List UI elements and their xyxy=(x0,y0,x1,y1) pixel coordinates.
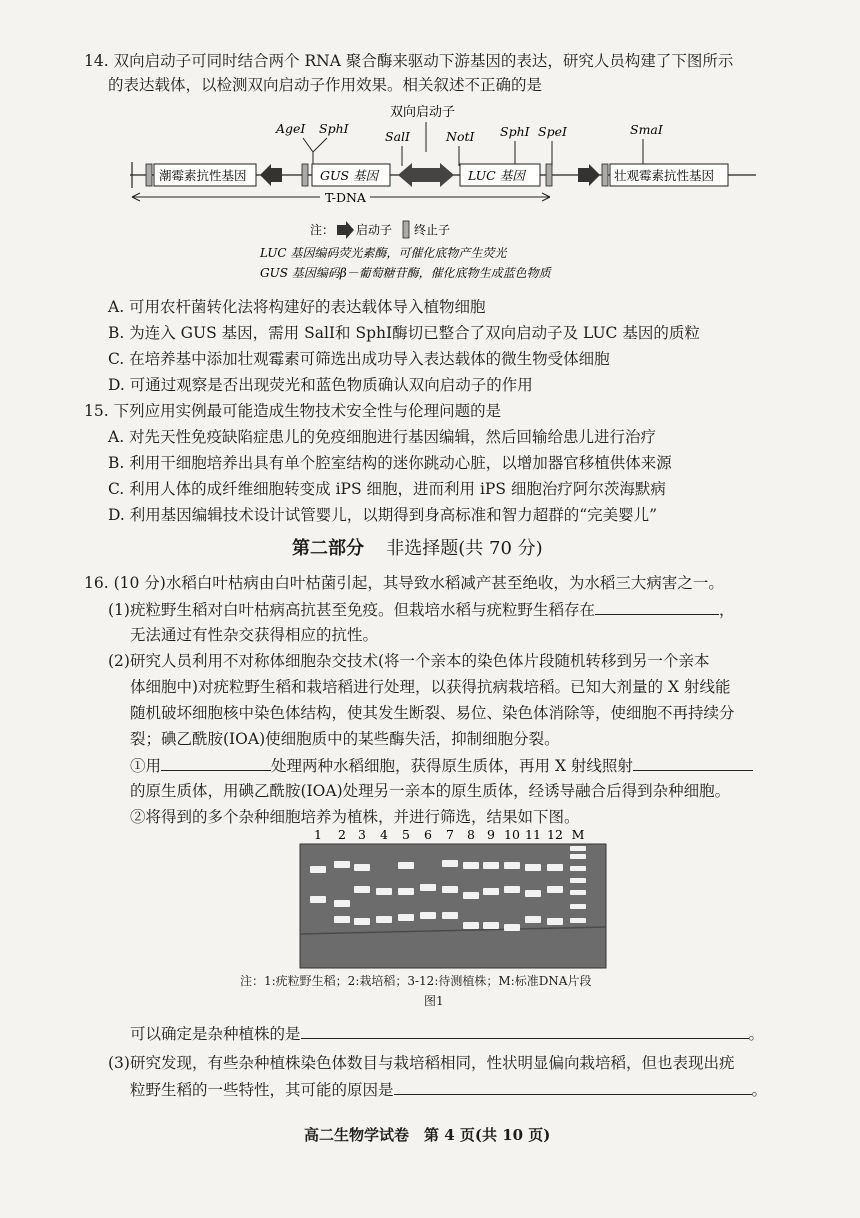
gel-band xyxy=(354,918,370,925)
gel-band xyxy=(570,918,586,923)
q16-part2-line1: (2)研究人员利用不对称体细胞杂交技术(将一个亲本的染色体片段随机转移到另一个亲本 xyxy=(108,652,710,670)
gel-band xyxy=(504,862,520,869)
q16-part3-line1: (3)研究发现，有些杂种植株染色体数目与栽培稻相同，性状明显偏向栽培稻，但也表现出疣 xyxy=(108,1054,735,1072)
gel-lane-label: 7 xyxy=(446,827,454,842)
gel-caption: 图1 xyxy=(424,994,444,1008)
gel-band xyxy=(570,904,586,909)
q16-stem: 16. (10 分)水稻白叶枯病由白叶枯菌引起，其导致水稻减产甚至绝收，为水稻三大病害之一。 xyxy=(84,574,724,592)
gel-lane-label: 9 xyxy=(487,827,495,842)
gel-lane-labels xyxy=(314,827,585,842)
q16-part1-text: (1)疣粒野生稻对白叶枯病高抗甚至免疫。但栽培水稻与疣粒野生稻存在 xyxy=(108,601,595,619)
gel-band xyxy=(442,912,458,919)
gel-band xyxy=(463,922,479,929)
q15-option-b: B. 利用干细胞培养出具有单个腔室结构的迷你跳动心脏，以增加器官移植供体来源 xyxy=(108,454,672,472)
q16-part3-b: 粒野生稻的一些特性，其可能的原因是 xyxy=(130,1081,394,1099)
gel-band xyxy=(570,878,586,883)
legend-terminator-icon xyxy=(403,221,409,238)
q14-option-a: A. 可用农杆菌转化法将构建好的表达载体导入植物细胞 xyxy=(108,298,486,316)
box-spectinomycin-label: 壮观霉素抗性基因 xyxy=(614,168,715,183)
gel-electrophoresis-figure xyxy=(296,826,616,972)
end-mark-2: 。 xyxy=(751,1081,768,1099)
gel-band xyxy=(310,866,326,873)
q15-option-a: A. 对先天性免疫缺陷症患儿的免疫细胞进行基因编辑，然后回输给患儿进行治疗 xyxy=(108,428,657,446)
gel-band xyxy=(504,924,520,931)
label-sph-left: SphⅠ xyxy=(319,121,349,136)
promoter-arrow-icon xyxy=(260,164,282,186)
gel-lane-label: 11 xyxy=(525,827,541,842)
gel-band xyxy=(354,886,370,893)
q14-option-b: B. 为连入 GUS 基因，需用 SalⅠ和 SphⅠ酶切已整合了双向启动子及 LUC 基因的质粒 xyxy=(108,324,700,342)
terminator-icon xyxy=(602,164,608,186)
answer-blank-4[interactable] xyxy=(301,1022,749,1039)
answer-blank-1[interactable] xyxy=(595,598,719,615)
label-age: AgeⅠ xyxy=(276,121,306,136)
note-luc: LUC 基因编码荧光素酶，可催化底物产生荧光 xyxy=(260,246,507,260)
gel-lane-label: 5 xyxy=(402,827,410,842)
gel-band xyxy=(547,886,563,893)
answer-blank-5[interactable] xyxy=(394,1078,752,1095)
note-gus: GUS 基因编码β－葡萄糖苷酶，催化底物生成蓝色物质 xyxy=(260,266,551,280)
gel-band xyxy=(334,861,350,868)
q16-part2-e1: ①用 xyxy=(130,757,162,775)
gel-lane-label: 6 xyxy=(424,827,432,842)
gel-lane-label: 2 xyxy=(338,827,346,842)
gel-band xyxy=(570,846,586,851)
q15-stem: 15. 下列应用实例最可能造成生物技术安全性与伦理问题的是 xyxy=(84,402,502,420)
gel-band xyxy=(442,860,458,867)
terminator-icon xyxy=(302,164,308,186)
q16-part1-line1 xyxy=(108,598,734,621)
gel-band xyxy=(334,916,350,923)
gel-band xyxy=(547,918,563,925)
q16-part2-line8 xyxy=(130,1022,764,1045)
q16-part2-line2: 体细胞中)对疣粒野生稻和栽培稻进行处理，以获得抗病栽培稻。已知大剂量的 X 射线能 xyxy=(130,678,731,696)
q16-part2-line5 xyxy=(130,754,753,777)
q16-part2-e2: 处理两种水稻细胞，获得原生质体，再用 X 射线照射 xyxy=(271,757,633,775)
gel-band xyxy=(525,890,541,897)
part2-heading xyxy=(292,534,543,560)
gel-band xyxy=(376,916,392,923)
box-hygromycin-label: 潮霉素抗性基因 xyxy=(159,168,247,183)
label-not: NotⅠ xyxy=(446,129,475,144)
q14-stem-line1: 14. 双向启动子可同时结合两个 RNA 聚合酶来驱动下游基因的表达，研究人员构建了下图所示 xyxy=(84,52,734,70)
gel-lane-label: 1 xyxy=(314,827,322,842)
q16-part2-line7: ②将得到的多个杂种细胞培养为植株，并进行筛选，结果如下图。 xyxy=(130,808,580,826)
gel-band xyxy=(525,864,541,871)
gel-band xyxy=(483,888,499,895)
tdna-label: T-DNA xyxy=(325,190,366,205)
gel-band xyxy=(570,890,586,895)
box-luc-label: LUC 基因 xyxy=(468,168,525,183)
legend-promoter-icon xyxy=(337,221,354,239)
gel-note: 注：1:疣粒野生稻；2:栽培稻；3-12:待测植株；M:标准DNA片段 xyxy=(240,974,592,988)
gel-band xyxy=(310,896,326,903)
gel-band xyxy=(483,922,499,929)
q14-option-c: C. 在培养基中添加壮观霉素可筛选出成功导入表达载体的微生物受体细胞 xyxy=(108,350,610,368)
promoter-arrow-icon xyxy=(578,164,600,186)
q16-part2-line3: 随机破坏细胞核中染色体结构，使其发生断裂、易位、染色体消除等，使细胞不再持续分 xyxy=(130,704,735,722)
gel-band xyxy=(504,886,520,893)
gel-band xyxy=(398,862,414,869)
legend-terminator: 终止子 xyxy=(414,223,451,237)
gel-band xyxy=(398,888,414,895)
gel-lane-label: 12 xyxy=(547,827,563,842)
gel-band xyxy=(570,866,586,871)
answer-blank-2[interactable] xyxy=(161,754,271,771)
q16-part2-line4: 裂；碘乙酰胺(IOA)使细胞质中的某些酶失活，抑制细胞分裂。 xyxy=(130,730,560,748)
label-sph-right: SphⅠ xyxy=(500,124,530,139)
label-sma: SmaⅠ xyxy=(630,122,663,137)
label-spe: SpeⅠ xyxy=(538,124,567,139)
answer-blank-3[interactable] xyxy=(633,754,753,771)
gel-band xyxy=(442,886,458,893)
bidirectional-promoter-icon xyxy=(398,163,454,187)
legend-promoter: 启动子 xyxy=(356,223,393,237)
gel-band xyxy=(354,864,370,871)
part2-title: 第二部分 xyxy=(292,538,364,559)
gel-band xyxy=(525,916,541,923)
q16-part1-line2: 无法通过有性杂交获得相应的抗性。 xyxy=(130,626,379,644)
end-mark: 。 xyxy=(748,1025,765,1043)
box-gus-label: GUS 基因 xyxy=(320,168,379,183)
gel-band xyxy=(420,912,436,919)
expression-vector-diagram xyxy=(120,100,760,295)
terminator-icon xyxy=(546,164,552,186)
gel-band xyxy=(334,900,350,907)
gel-band xyxy=(547,864,563,871)
gel-lane-label: 10 xyxy=(504,827,520,842)
gel-band xyxy=(463,862,479,869)
q14-stem-line2: 的表达载体，以检测双向启动子作用效果。相关叙述不正确的是 xyxy=(108,76,543,94)
q14-option-d: D. 可通过观察是否出现荧光和蓝色物质确认双向启动子的作用 xyxy=(108,376,533,394)
q16-part1-comma: ， xyxy=(718,601,735,619)
gel-lane-label: 4 xyxy=(380,827,388,842)
label-sal: SalⅠ xyxy=(385,129,410,144)
gel-band xyxy=(463,892,479,899)
gel-band xyxy=(483,862,499,869)
q16-part2-line6: 的原生质体，用碘乙酰胺(IOA)处理另一亲本的原生质体，经诱导融合后得到杂种细胞。 xyxy=(130,782,731,800)
legend-note: 注： xyxy=(310,223,335,237)
label-bidirectional-promoter: 双向启动子 xyxy=(390,105,456,120)
terminator-icon xyxy=(146,164,152,186)
gel-band xyxy=(420,884,436,891)
part2-subtitle: 非选择题(共 70 分) xyxy=(386,538,543,559)
gel-band xyxy=(398,914,414,921)
page-footer: 高二生物学试卷 第 4 页(共 10 页) xyxy=(304,1126,551,1144)
gel-band xyxy=(570,854,586,859)
gel-lane-label: M xyxy=(571,827,585,842)
q16-part2-h: 可以确定是杂种植株的是 xyxy=(130,1025,301,1043)
q16-part3-line2 xyxy=(130,1078,767,1101)
q15-option-d: D. 利用基因编辑技术设计试管婴儿，以期得到身高标准和智力超群的“完美婴儿” xyxy=(108,506,658,524)
q15-option-c: C. 利用人体的成纤维细胞转变成 iPS 细胞，进而利用 iPS 细胞治疗阿尔茨海默病 xyxy=(108,480,666,498)
gel-band xyxy=(376,888,392,895)
gel-lane-label: 3 xyxy=(358,827,366,842)
gel-lane-label: 8 xyxy=(467,827,475,842)
